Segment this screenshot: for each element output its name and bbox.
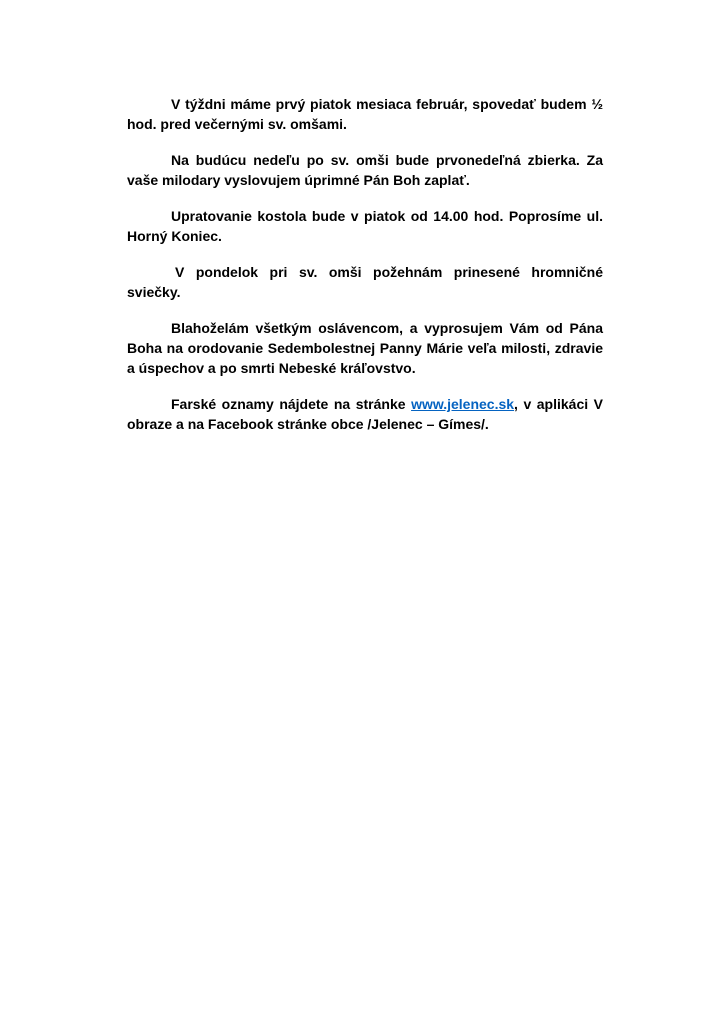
links-text-after: , v aplikáci V obraze a na Facebook stránke obce /Jelenec – Gímes/. [127, 396, 603, 432]
announcement-paragraph: Blahoželám všetkým oslávencom, a vyprosujem Vám od Pána Boha na orodovanie Sedembolestnej Panny Márie veľa milosti, zdravie a úspechov a po smrti Nebeské kráľovstvo. [127, 320, 603, 376]
announcement-paragraph: V pondelok pri sv. omši požehnám prinesené hromničné sviečky. [127, 264, 603, 300]
announcement-paragraph-links [127, 394, 603, 434]
website-link[interactable]: www.jelenec.sk [411, 396, 515, 412]
announcement-paragraph: Na budúcu nedeľu po sv. omši bude prvonedeľná zbierka. Za vaše milodary vyslovujem úprimné Pán Boh zaplať. [127, 152, 603, 188]
links-text-before: Farské oznamy nájdete na stránke [171, 396, 412, 412]
announcement-paragraph: Upratovanie kostola bude v piatok od 14.00 hod. Poprosíme ul. Horný Koniec. [127, 208, 603, 244]
announcements-body [127, 94, 603, 450]
announcement-paragraph: V týždni máme prvý piatok mesiaca február, spovedať budem ½ hod. pred večernými sv. omšami. [127, 96, 603, 132]
